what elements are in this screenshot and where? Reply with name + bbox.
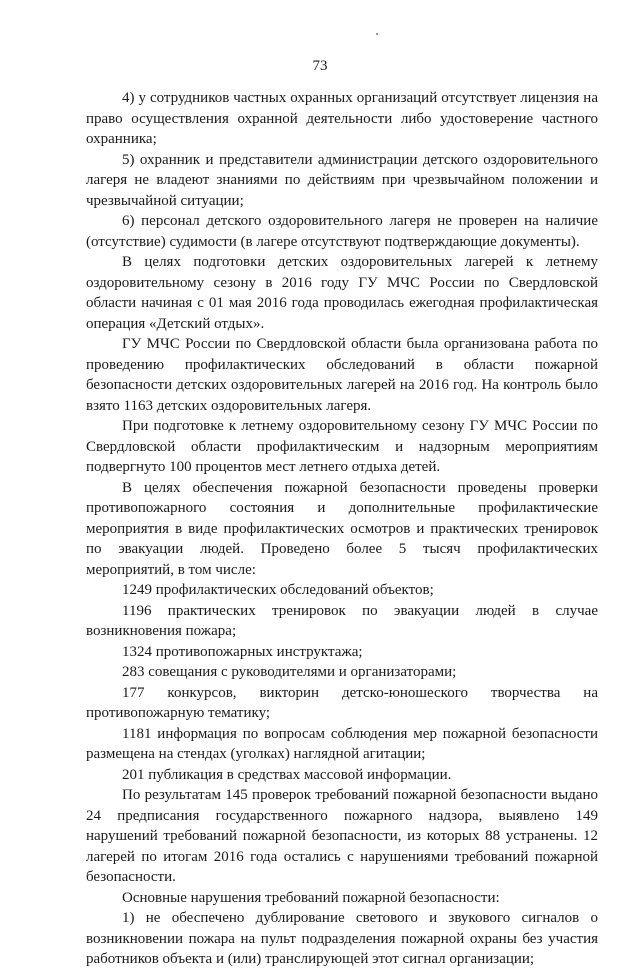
document-body: [86, 88, 598, 970]
paragraph: 4) у сотрудников частных охранных организаций отсутствует лицензия на право осуществления охранной деятельности либо удостоверение частного охранника;: [86, 90, 598, 147]
paragraph: В целях подготовки детских оздоровительных лагерей к летнему оздоровительному сезону в 2016 году ГУ МЧС России по Свердловской области начиная с 01 мая 2016 года проводилась ежегодная профилактическая операция «Детский отдых».: [86, 254, 598, 332]
paragraph: При подготовке к летнему оздоровительному сезону ГУ МЧС России по Свердловской области профилактическим и надзорным мероприятиям подвергнуто 100 процентов мест летнего отдыха детей.: [86, 418, 598, 475]
paragraph: Основные нарушения требований пожарной безопасности:: [122, 889, 500, 906]
paragraph: 1) не обеспечено дублирование светового и звукового сигналов о возникновении пожара на пульт подразделения пожарной охраны без участия работников объекта и (или) транслирующей этот сигнал организации;: [86, 910, 598, 967]
paragraph: 283 совещания с руководителями и организаторами;: [122, 664, 457, 680]
paragraph: 6) персонал детского оздоровительного лагеря не проверен на наличие (отсутствие) судимости (в лагере отсутствуют подтверждающие документы).: [86, 213, 598, 250]
paragraph: 5) охранник и представители администрации детского оздоровительного лагеря не владеют знаниями по действиям при чрезвычайном положении и чрезвычайной ситуации;: [86, 151, 598, 209]
paragraph: В целях обеспечения пожарной безопасности проведены проверки противопожарного состояния и дополнительные профилактические мероприятия в виде профилактических осмотров и практических тренировок по эвакуации людей. Проведено более 5 тысяч профилактических мероприятий, в том числе:: [86, 479, 598, 578]
paragraph: 177 конкурсов, викторин детско-юношеского творчества на противопожарную тематику;: [86, 684, 598, 721]
paragraph: 201 публикация в средствах массовой информации.: [122, 766, 452, 783]
paragraph: 1181 информация по вопросам соблюдения мер пожарной безопасности размещена на стендах (уголках) наглядной агитации;: [86, 725, 598, 762]
paragraph: ГУ МЧС России по Свердловской области была организована работа по проведению профилактических обследований в области пожарной безопасности детских оздоровительных лагерей на 2016 год. На контроль было взято 1163 детских оздоровительных лагеря.: [86, 336, 598, 414]
paragraph: 1196 практических тренировок по эвакуации людей в случае возникновения пожара;: [86, 602, 598, 639]
paragraph: 1249 профилактических обследований объектов;: [122, 582, 434, 598]
scan-speck: [376, 33, 378, 35]
page-number: 73: [312, 58, 328, 74]
paragraph: По результатам 145 проверок требований пожарной безопасности выдано 24 предписания государственного пожарного надзора, выявлено 149 нарушений требований пожарной безопасности, из которых 88 устранены. 12 лагерей по итогам 2016 года остались с нарушениями требований пожарной безопасности.: [86, 787, 598, 885]
paragraph: 1324 противопожарных инструктажа;: [122, 643, 363, 660]
